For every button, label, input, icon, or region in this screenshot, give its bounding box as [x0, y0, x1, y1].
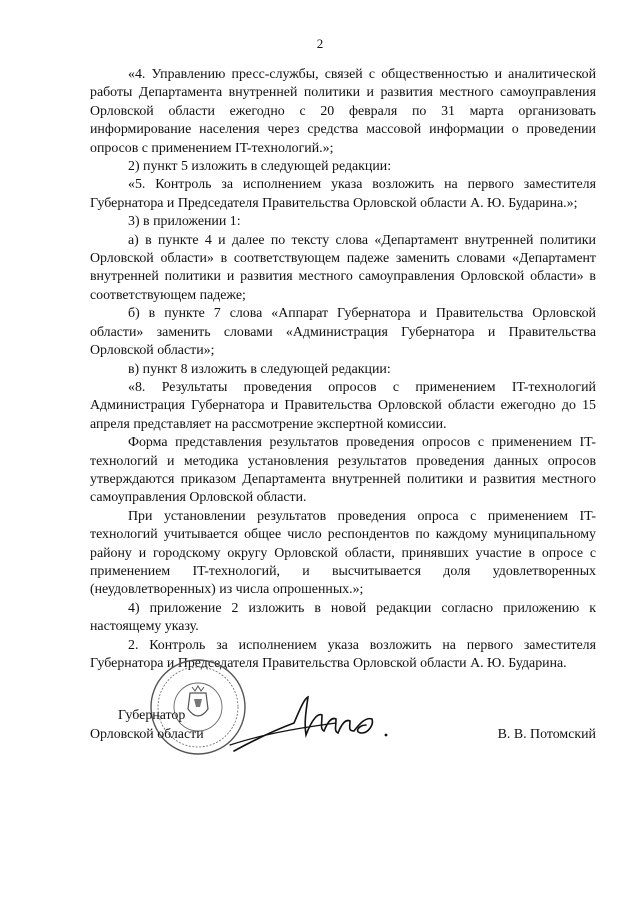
paragraph-8: «8. Результаты проведения опросов с применением IT-технологий Администрация Губернатора и Правительства Орловской области ежегодно до 15 апреля представляет на рассмотрение экспертной комиссии. — [90, 379, 596, 432]
page-number: 2 — [316, 36, 324, 51]
paragraph-3: «5. Контроль за исполнением указа возложить на первого заместителя Губернатора и Председателя Правительства Орловской области А. Ю. Бударина.»; — [90, 177, 596, 211]
paragraph-12: 2. Контроль за исполнением указа возложить на первого заместителя Губернатора и Председателя Правительства Орловской области А. Ю. Бударина. — [90, 637, 596, 671]
signature-block — [0, 655, 640, 785]
handwritten-signature-icon — [226, 689, 396, 759]
paragraph-7: в) пункт 8 изложить в следующей редакции: — [128, 361, 391, 377]
paragraph-4: 3) в приложении 1: — [128, 214, 241, 230]
paragraph-2: 2) пункт 5 изложить в следующей редакции: — [128, 159, 392, 175]
paragraph-1: «4. Управлению пресс-службы, связей с общественностью и аналитической работы Департамента внутренней политики и развития местного самоуправления Орловской области ежегодно с 20 февраля по 31 марта организовать информирование населения через средства массовой информации о проведении опросов с применением IT-технологий.»; — [90, 67, 596, 156]
signatory-title-line1: Губернатор — [118, 708, 186, 723]
paragraph-5: а) в пункте 4 и далее по тексту слова «Департамент внутренней политики Орловской области» в соответствующем падеже заменить словами «Департамент внутренней политики и развития местного самоуправления Орловской области» в соответствующем падеже; — [90, 232, 596, 303]
paragraph-11: 4) приложение 2 изложить в новой редакции согласно приложению к настоящему указу. — [90, 600, 596, 635]
document-body — [90, 66, 596, 673]
signatory-title-line2: Орловской области — [90, 727, 204, 742]
paragraph-6: б) в пункте 7 слова «Аппарат Губернатора и Правительства Орловской области» заменить словами «Администрация Губернатора и Правительства Орловской области»; — [90, 306, 596, 359]
paragraph-10: При установлении результатов проведения опроса с применением IT-технологий учитывается общее число респондентов по каждому муниципальному району и городскому округу Орловской области, принявших участие в опросе с применением IT-технологий, и высчитывается доля удовлетворенных (неудовлетворенных) из числа опрошенных.»; — [90, 508, 596, 598]
paragraph-9: Форма представления результатов проведения опросов с применением IT-технологий и методика установления результатов проведения данных опросов утверждаются приказом Департамента внутренней политики и развития местного самоуправления Орловской области. — [90, 435, 596, 506]
signatory-name: В. В. Потомский — [497, 727, 596, 742]
